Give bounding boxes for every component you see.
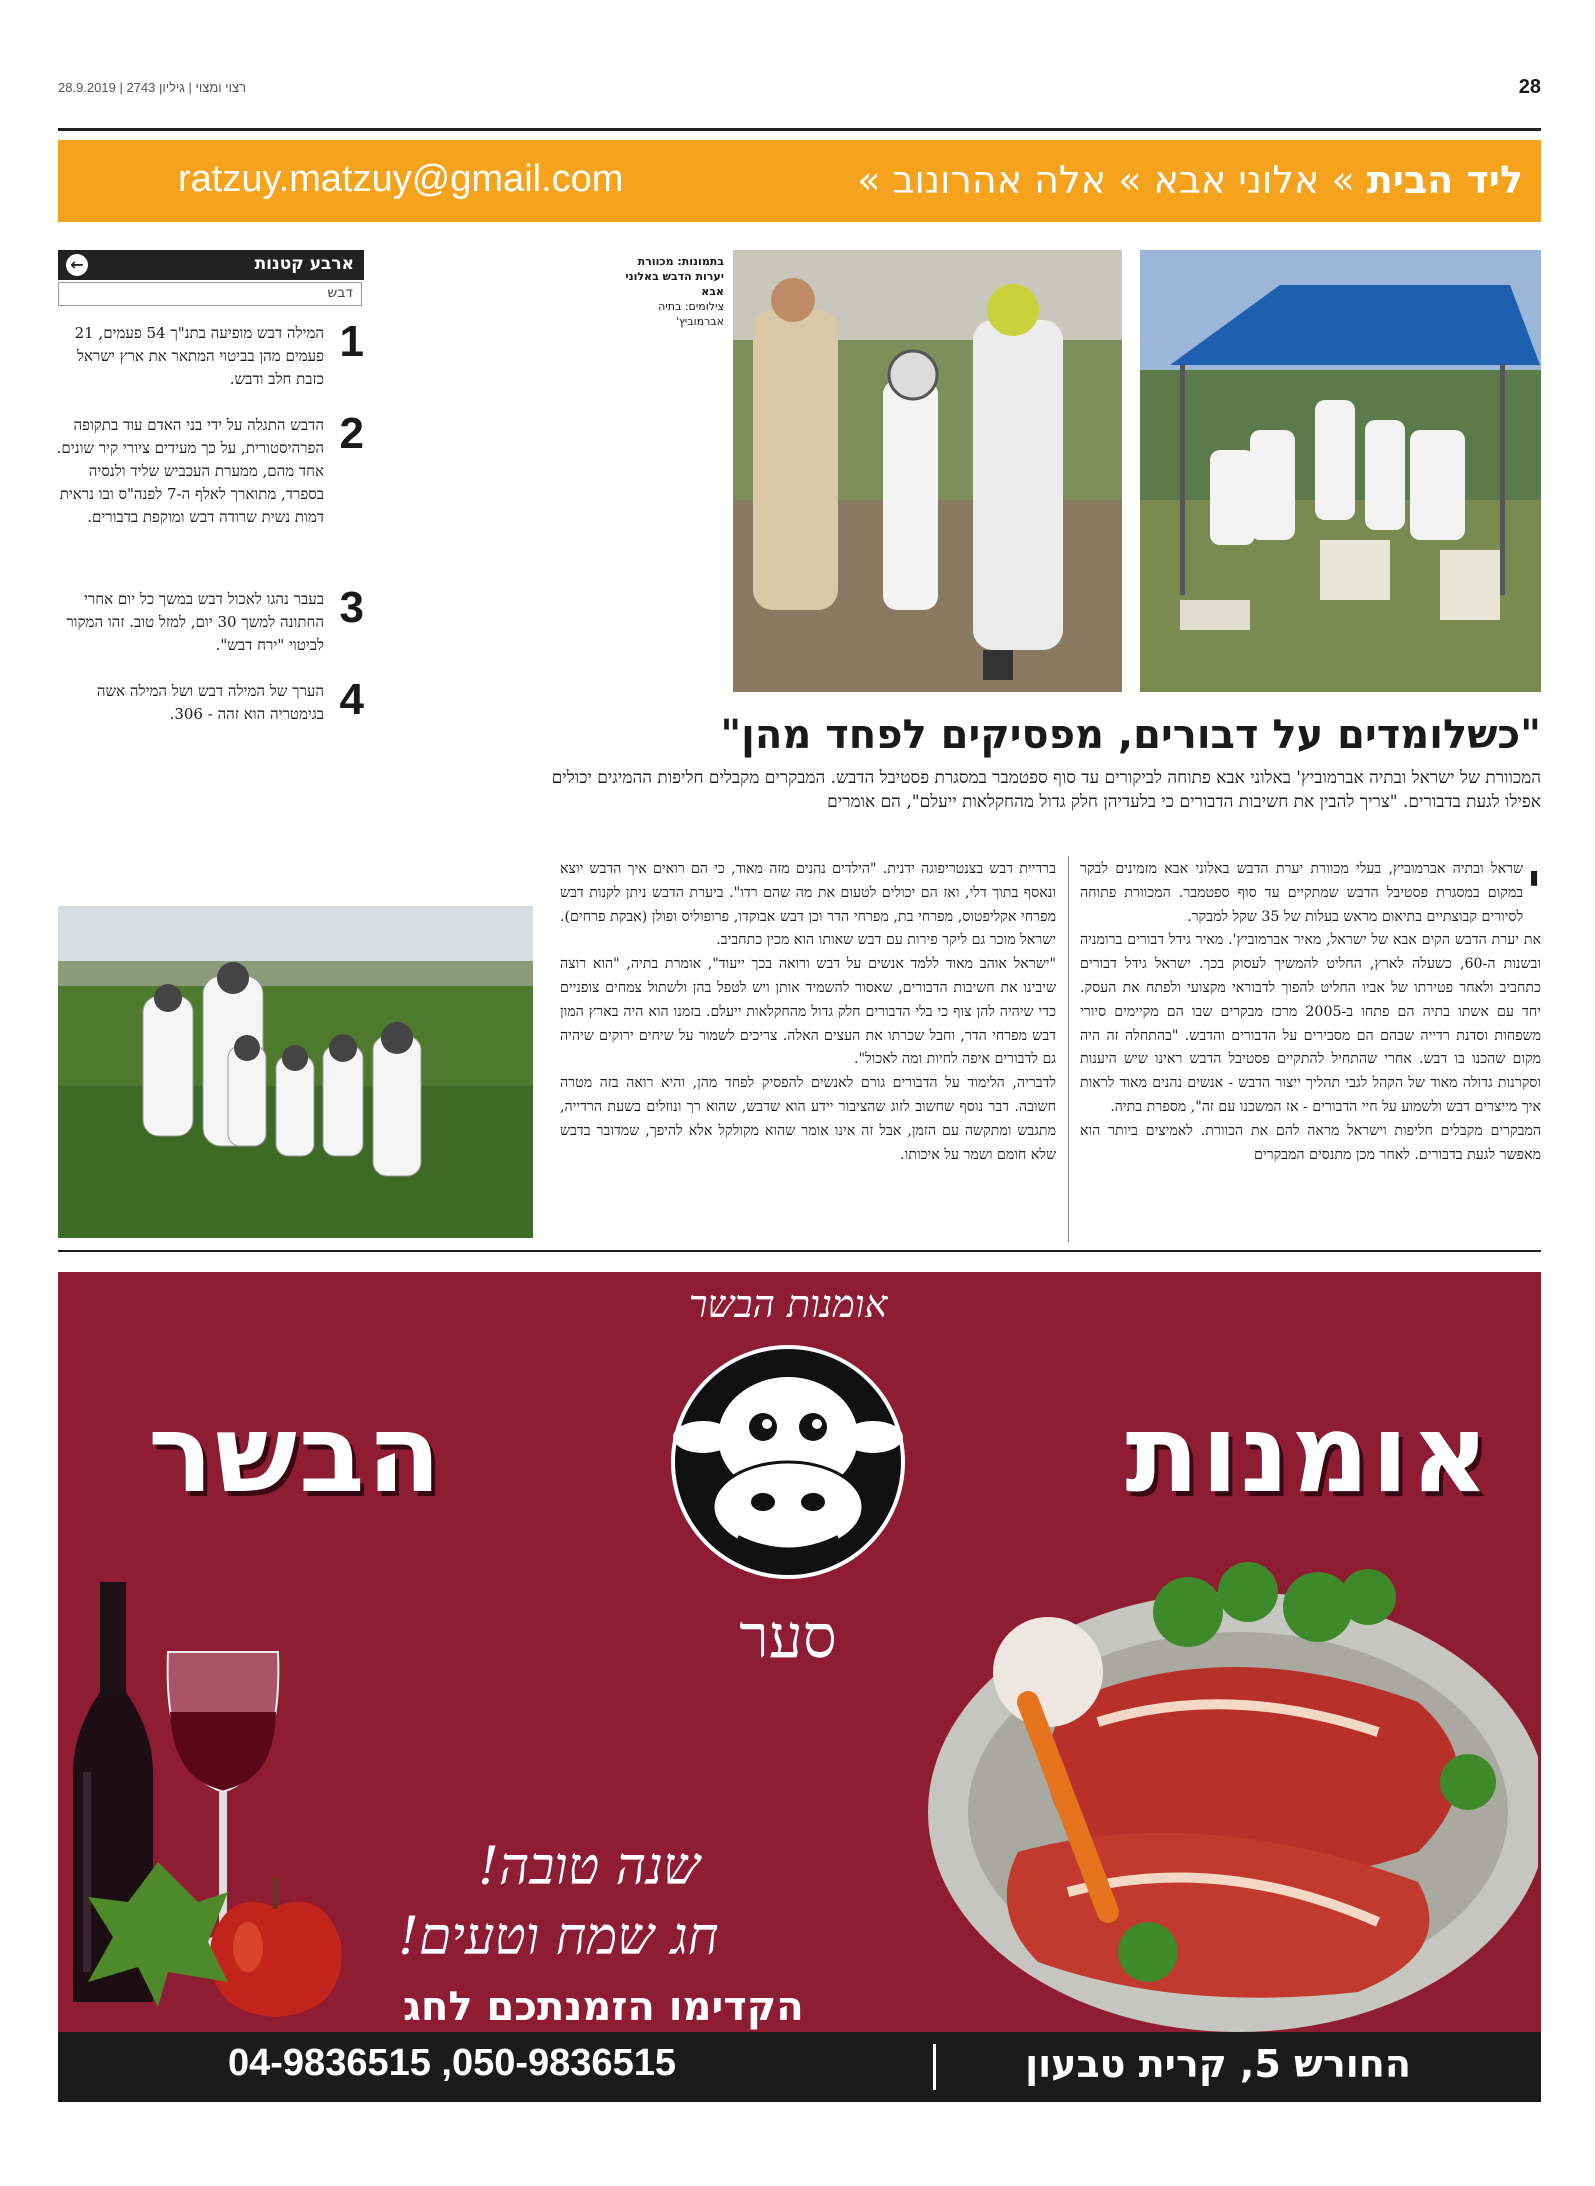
ad-greeting-line1: שנה טובה! [478,1837,700,1897]
caption-line: יערות הדבש באלוני [625,270,724,283]
section-banner [58,140,1541,222]
page-number: 28 [1518,76,1541,98]
banner-breadcrumb [857,158,1523,202]
sidebar-subtitle: דבש [327,285,353,301]
banner-separator-icon: » [857,158,881,202]
photo-child-in-bee-suit [733,250,1122,692]
ad-greeting-line2: חג שמח וטעים! [398,1907,719,1967]
ad-headline-right: אומנות [1125,1392,1491,1517]
logo-brand-name: סער [739,1602,837,1672]
column-divider [1068,856,1069,1242]
caption-line: בתמונות: מכוורת [637,255,724,268]
ad-phone-numbers[interactable]: 04-9836515 ,050-9836515 [228,2042,676,2084]
issue-folio: רצוי ומצוי | גיליון 2743 | 28.9.2019 [58,80,247,95]
fact-number: 2 [339,409,364,458]
banner-part-2: אלוני אבא [1153,158,1320,202]
fact-number: 4 [339,675,364,724]
drop-cap: י [1527,857,1541,909]
ad-address: החורש 5, קרית טבעון [1025,2042,1411,2086]
sidebar-title: ארבע קטנות [254,254,354,274]
article-paragraph: לדבריה, הלימוד על הדבורים גורם לאנשים להפסיק לפחד מהן, והיא רואה בזה מטרה חשובה. דבר נוסף שחשוב לזוג שהציבור יידע הוא שדבש, שהוא רך ונוזלים בשעת הרדייה, מתגבש ומתקשה עם הזמן, אבל זה אינו אומר שהוא מקולקל אלא להיפך, שמדובר בדבש שלא חומם ושמר על איכותו. [560,1075,1056,1163]
sidebar-subtitle-box [58,282,362,306]
fact-item [54,583,364,657]
caption-credit: אברמוביץ' [675,315,724,328]
meat-platter-icon [898,1552,1538,2032]
ad-headline-left: הבשר [148,1392,443,1517]
contact-email-link[interactable]: ratzuy.matzuy@gmail.com [178,158,624,200]
arrow-left-icon: ← [66,254,88,276]
fact-item [54,409,364,529]
sidebar-header [58,250,364,280]
fact-text: הדבש התגלה על ידי בני האדם עוד בתקופה הפרהיסטורית, על כך מעידים ציורי קיר שונים. אחד מהם, ממערת העכביש שליד ולנסיה בספרד, מתוארך לאלף ה-7 לפנה"ס ובו נראית דמות נשית שרודה דבש ומוקפת בדבורים. [56,416,324,526]
article-column-left [560,858,1056,1167]
fact-number: 1 [339,317,364,366]
butcher-advertisement [58,1272,1541,2102]
article-paragraph: את יערת הדבש הקים אבא של ישראל, מאיר אברמוביץ'. מאיר גידל דבורים ברומניה ובשנות ה-60, כשעלה לארץ, החליט להמשיך לעסוק בכך. ישראל גידל דבורים כתחביב ולאחר פטירתו של אביו החליט להפוך לדבוראי מקצועי ולפתח את העסק. יחד עם אשתו בתיה הם פתחו ב-2005 מרכז מבקרים שבו הם מקיימים סיורי משפחות וסדנת רדייה שבהם הם מסבירים על הדבורים והדבש. "בהתחלה זה היה מקום שהכנו בו דבש. אחרי שהתחיל להתקיים פסטיבל הדבש ראינו שיש היענות וסקרנות גדולה מאוד של הקהל לגבי תהליך ייצור הדבש - אנשים נהנים מאוד לראות איך מייצרים דבש ולשמוע על חיי הדבורים - אז המשכנו עם זה", מספרת בתיה. [1080,932,1541,1115]
fact-text: הערך של המילה דבש ושל המילה אשה בגימטריה הוא זהה - 306. [96,682,324,723]
article-column-right [1080,858,1541,1167]
article-paragraph: המבקרים מקבלים חליפות וישראל מראה להם את הכוורת. לאמיצים ביותר הוא מאפשר לגעת בדבורים. לאחר מכן מתנסים המבקרים [1080,1122,1541,1163]
article-paragraph: ברדיית דבש בצנטריפוגה ידנית. "הילדים נהנים מזה מאוד, כי הם רואים איך הדבש יוצא ונאסף בתוך דלי, ואז הם יכולים לטעום את מה שהם רדו". ביערת הדבש ניתן לקנות דבש מפרחי אקליפטוס, מפרחי בת, מפרחי הדר וכן דבש אבוקדו, פרופוליס ופולן (אבקת פרחים). ישראל מוכר גם ליקר פירות עם דבש שאותו הוא מכין כתחביב. [560,861,1056,949]
ad-call-to-action: הקדימו הזמנתכם לחג [403,1984,804,2030]
article-paragraph: "ישראל אוהב מאוד ללמד אנשים על דבש ורואה בכך ייעוד", אומרת בתיה, "הוא רוצה שיבינו את חשיבות הדבורים, שאסור להשמיד אותן ויש לטפל בהן ולשתול צמחים צופניים כדי שיהיה להן צוף כי בלי הדבורים חלק גדול מהחקלאות ייעלם. בזמנו הוא היה בארץ המון דבש מפרחי הדר, וחבל שכרתו את העצים האלה. צריכים לשמור על שיחים ירוקים שיהיה גם לדבורים איפה לחיות ומה לאכול". [560,956,1056,1068]
photo-beekeepers-tent [1140,250,1541,692]
banner-part-1: ליד הבית [1366,158,1523,202]
ad-bar-separator [933,2044,936,2090]
top-rule [58,128,1541,131]
fact-item [54,317,364,391]
article-paragraph: שראל ובתיה אברמוביץ, בעלי מכוורת יערת הדבש באלוני אבא מזמינים לבקר במקום במסגרת פסטיבל הדבש שמתקיים עד סוף ספטמבר. המכוורת פתוחה לסיורים קבוצתיים בתיאום מראש בעלות של 35 שקל למבקר. [1080,861,1524,925]
photo-caption [596,254,724,329]
photo-children-in-field [58,906,533,1238]
logo-arc-text: אומנות הבשר [688,1282,888,1326]
fact-number: 3 [339,583,364,632]
caption-line: אבא [701,285,724,298]
fact-text: בעבר נהגו לאכול דבש במשך כל יום אחרי החתונה למשך 30 יום, למזל טוב. זהו המקור לביטוי "ירח דבש". [66,590,324,654]
section-divider [58,1250,1541,1252]
banner-separator-icon: » [1118,158,1142,202]
article-headline: "כשלומדים על דבורים, מפסיקים לפחד מהן" [720,712,1541,758]
fact-text: המילה דבש מופיעה בתנ"ך 54 פעמים, 21 פעמים מהן בביטוי המתאר את ארץ ישראל כזבת חלב ודבש. [74,324,324,388]
ad-contact-bar [58,2032,1541,2102]
banner-part-3: אלה אהרונוב [892,158,1107,202]
grape-leaves-icon [78,1852,238,2012]
article-standfirst: המכוורת של ישראל ובתיה אברמוביץ' באלוני אבא פתוחה לביקורים עד סוף ספטמבר במסגרת פסטיבל הדבש. המבקרים מקבלים חליפות ההמיגים יכולים אפילו לגעת בדבורים. "צריך להבין את חשיבות הדבורים כי בלעדיהן חלק גדול מהחקלאות ייעלם", הם אומרים [551,768,1541,812]
banner-separator-icon: » [1331,158,1355,202]
caption-credit: צילומים: בתיה [658,300,724,313]
fact-item [54,675,364,726]
